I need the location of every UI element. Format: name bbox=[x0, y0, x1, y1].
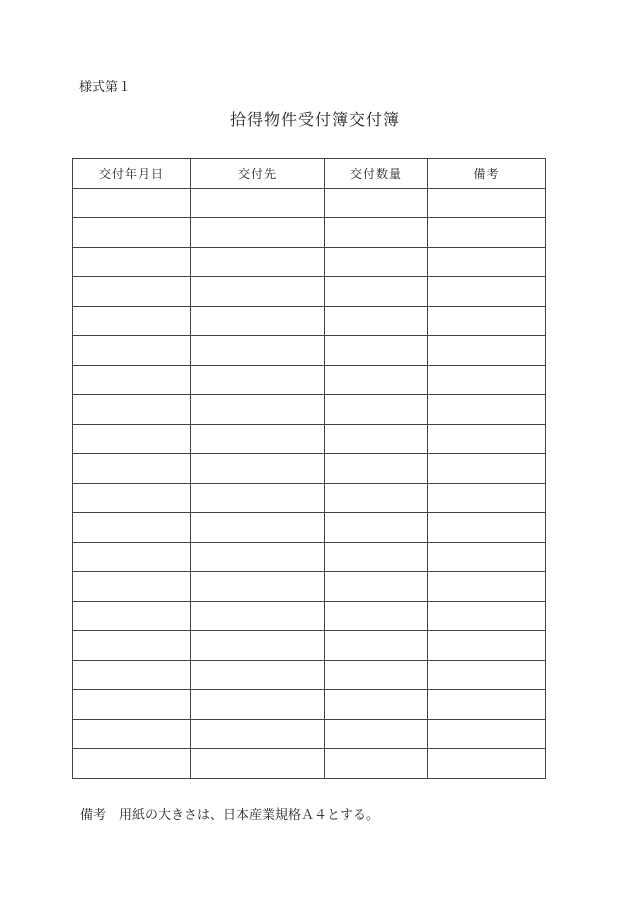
cell-delivery-date bbox=[73, 513, 191, 543]
cell-delivery-date bbox=[73, 690, 191, 720]
cell-remarks bbox=[428, 336, 546, 366]
table-row bbox=[73, 513, 546, 543]
cell-recipient bbox=[191, 660, 325, 690]
cell-remarks bbox=[428, 247, 546, 277]
cell-remarks bbox=[428, 277, 546, 307]
table-row bbox=[73, 247, 546, 277]
ledger-table bbox=[72, 158, 546, 779]
cell-delivery-quantity bbox=[325, 660, 428, 690]
cell-delivery-quantity bbox=[325, 572, 428, 602]
cell-delivery-quantity bbox=[325, 454, 428, 484]
table-body bbox=[73, 188, 546, 778]
table-row bbox=[73, 542, 546, 572]
cell-recipient bbox=[191, 424, 325, 454]
cell-remarks bbox=[428, 660, 546, 690]
cell-remarks bbox=[428, 483, 546, 513]
footnote: 備考 用紙の大きさは、日本産業規格Ａ４とする。 bbox=[80, 808, 380, 823]
table-row bbox=[73, 483, 546, 513]
cell-delivery-date bbox=[73, 365, 191, 395]
cell-remarks bbox=[428, 542, 546, 572]
cell-remarks bbox=[428, 572, 546, 602]
table-row bbox=[73, 188, 546, 218]
cell-remarks bbox=[428, 749, 546, 779]
table-row bbox=[73, 424, 546, 454]
cell-remarks bbox=[428, 395, 546, 425]
cell-delivery-date bbox=[73, 660, 191, 690]
cell-delivery-date bbox=[73, 719, 191, 749]
cell-remarks bbox=[428, 424, 546, 454]
table-row bbox=[73, 690, 546, 720]
cell-remarks bbox=[428, 690, 546, 720]
cell-delivery-quantity bbox=[325, 365, 428, 395]
cell-delivery-date bbox=[73, 454, 191, 484]
cell-delivery-quantity bbox=[325, 601, 428, 631]
table-row bbox=[73, 631, 546, 661]
cell-recipient bbox=[191, 336, 325, 366]
cell-remarks bbox=[428, 631, 546, 661]
cell-recipient bbox=[191, 631, 325, 661]
cell-recipient bbox=[191, 513, 325, 543]
table-row bbox=[73, 306, 546, 336]
header-delivery-date: 交付年月日 bbox=[73, 159, 191, 189]
table-row bbox=[73, 218, 546, 248]
table-row bbox=[73, 719, 546, 749]
cell-delivery-quantity bbox=[325, 306, 428, 336]
cell-recipient bbox=[191, 719, 325, 749]
cell-delivery-quantity bbox=[325, 188, 428, 218]
cell-delivery-date bbox=[73, 277, 191, 307]
cell-remarks bbox=[428, 306, 546, 336]
table-row bbox=[73, 336, 546, 366]
cell-recipient bbox=[191, 188, 325, 218]
cell-delivery-date bbox=[73, 749, 191, 779]
table-row bbox=[73, 749, 546, 779]
cell-remarks bbox=[428, 719, 546, 749]
cell-delivery-quantity bbox=[325, 424, 428, 454]
cell-remarks bbox=[428, 601, 546, 631]
table-header-row bbox=[73, 159, 546, 189]
cell-delivery-date bbox=[73, 483, 191, 513]
cell-recipient bbox=[191, 542, 325, 572]
document-title: 拾得物件受付簿交付簿 bbox=[229, 110, 400, 129]
cell-delivery-quantity bbox=[325, 690, 428, 720]
cell-delivery-quantity bbox=[325, 631, 428, 661]
cell-recipient bbox=[191, 247, 325, 277]
cell-remarks bbox=[428, 365, 546, 395]
table-row bbox=[73, 601, 546, 631]
cell-delivery-date bbox=[73, 631, 191, 661]
table-row bbox=[73, 454, 546, 484]
cell-delivery-date bbox=[73, 601, 191, 631]
cell-remarks bbox=[428, 188, 546, 218]
table-row bbox=[73, 395, 546, 425]
cell-delivery-date bbox=[73, 306, 191, 336]
cell-recipient bbox=[191, 277, 325, 307]
form-number: 様式第１ bbox=[79, 80, 132, 95]
header-recipient: 交付先 bbox=[191, 159, 325, 189]
cell-remarks bbox=[428, 454, 546, 484]
table-row bbox=[73, 660, 546, 690]
cell-delivery-date bbox=[73, 218, 191, 248]
cell-delivery-date bbox=[73, 424, 191, 454]
cell-recipient bbox=[191, 306, 325, 336]
cell-delivery-quantity bbox=[325, 719, 428, 749]
cell-delivery-quantity bbox=[325, 218, 428, 248]
cell-delivery-date bbox=[73, 336, 191, 366]
cell-delivery-date bbox=[73, 395, 191, 425]
cell-recipient bbox=[191, 572, 325, 602]
cell-recipient bbox=[191, 395, 325, 425]
cell-delivery-date bbox=[73, 572, 191, 602]
cell-recipient bbox=[191, 749, 325, 779]
cell-delivery-quantity bbox=[325, 336, 428, 366]
cell-delivery-date bbox=[73, 542, 191, 572]
cell-remarks bbox=[428, 218, 546, 248]
cell-delivery-date bbox=[73, 247, 191, 277]
cell-recipient bbox=[191, 365, 325, 395]
cell-remarks bbox=[428, 513, 546, 543]
table-row bbox=[73, 365, 546, 395]
cell-delivery-quantity bbox=[325, 749, 428, 779]
cell-delivery-quantity bbox=[325, 247, 428, 277]
header-delivery-quantity: 交付数量 bbox=[325, 159, 428, 189]
cell-recipient bbox=[191, 601, 325, 631]
cell-delivery-quantity bbox=[325, 542, 428, 572]
cell-delivery-date bbox=[73, 188, 191, 218]
cell-recipient bbox=[191, 218, 325, 248]
header-remarks: 備考 bbox=[428, 159, 546, 189]
cell-delivery-quantity bbox=[325, 277, 428, 307]
cell-recipient bbox=[191, 690, 325, 720]
table-row bbox=[73, 572, 546, 602]
cell-delivery-quantity bbox=[325, 395, 428, 425]
cell-recipient bbox=[191, 483, 325, 513]
cell-recipient bbox=[191, 454, 325, 484]
table-row bbox=[73, 277, 546, 307]
cell-delivery-quantity bbox=[325, 513, 428, 543]
cell-delivery-quantity bbox=[325, 483, 428, 513]
